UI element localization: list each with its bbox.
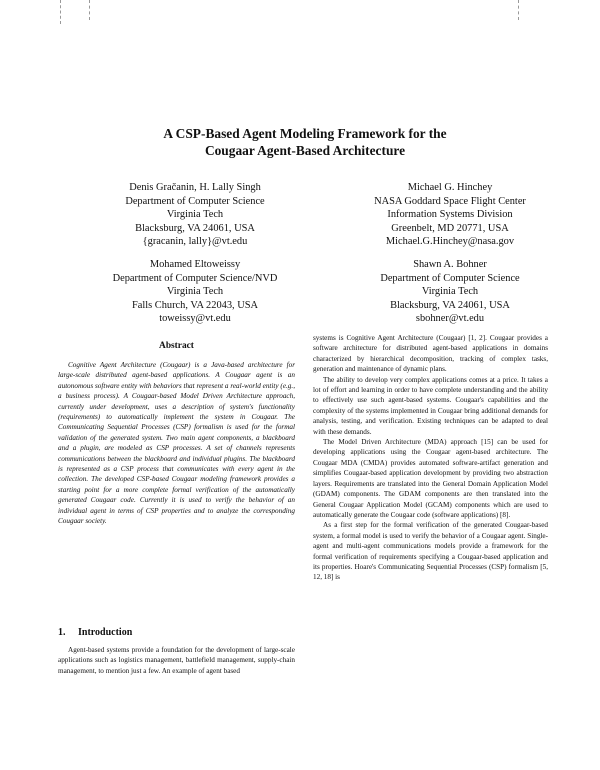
body-paragraph: The Model Driven Architecture (MDA) approach [15] can be used for developing applications using the Cougaar agent-based architecture. The Cougaar MDA (CMDA) provides automated software-artifact generation and simplifies Cougaar-based application development by providing two abstraction layers. Requirements are translated into the General Domain Application Model (GDAM) components. The GDAM components are then translated into the General Cougaar Application Model (GCAM) components which are used to automatically generate the Cougaar code (software applications) [8]. bbox=[313, 438, 548, 519]
author-block-2 bbox=[335, 181, 565, 249]
author-address: Blacksburg, VA 24061, USA bbox=[135, 222, 255, 234]
paper-title bbox=[60, 125, 550, 159]
author-names: Denis Gračanin, H. Lally Singh bbox=[129, 182, 261, 193]
author-email: sbohner@vt.edu bbox=[415, 313, 485, 325]
abstract-heading: Abstract bbox=[159, 341, 194, 351]
author-department: Department of Computer Science bbox=[380, 272, 520, 284]
author-institution: Virginia Tech bbox=[421, 286, 479, 298]
crop-mark bbox=[518, 0, 519, 20]
author-block-3 bbox=[95, 258, 295, 326]
section-heading bbox=[58, 627, 132, 638]
abstract-text: Cognitive Agent Architecture (Cougaar) is a Java-based architecture for large-scale distributed agent-based applications. A Cougaar agent is an autonomous software entity with behaviors that represent a real-world entity (e.g., a business process). A Cougaar-based Model Driven Architecture approach, currently under development, uses a description of system's functionality (requirements) to automatically implement the system in Cougaar. The Communicating Sequential Processes (CSP) formalism is used for the formal validation of the generated system. Two main agent components, a blackboard and a plugin, are modeled as CSP processes. A set of channels represents communications between the blackboard and individual plugins. The blackboard is represented as a CSP process that communicates with every agent in the collection. The developed CSP-based Cougaar modeling framework provides a starting point for a more complete formal verification of the automatically generated Cougaar code. Currently it is used to verify the behavior of an individual agent in terms of CSP properties and to analyze the corresponding Cougaar society. bbox=[58, 361, 295, 526]
author-department: NASA Goddard Space Flight Center bbox=[374, 195, 526, 207]
body-paragraph: As a first step for the formal verification of the generated Cougaar-based system, a formal model is used to verify the behavior of a Cougaar agent. Single-agent and multi-agent communications models provide a framework for the formal verification of requirements specifying a Cougaar-based application and its properties. Hoare's Communicating Sequential Processes (CSP) formalism [5, 12, 18] is bbox=[313, 521, 548, 582]
author-email: Michael.G.Hinchey@nasa.gov bbox=[385, 236, 515, 248]
body-paragraph: systems is Cognitive Agent Architecture (Cougaar) [1, 2]. Cougaar provides a software architecture for distributed agent-based applications in domains characterized by hierarchical decomposition, tracking of complex tasks, generation and maintenance of dynamic plans. bbox=[313, 334, 548, 374]
author-email: {gracanin, lally}@vt.edu bbox=[142, 236, 248, 248]
author-block-4 bbox=[335, 258, 565, 326]
author-names: Mohamed Eltoweissy bbox=[149, 259, 241, 270]
section-title: Introduction bbox=[78, 627, 133, 638]
author-address: Blacksburg, VA 24061, USA bbox=[390, 299, 510, 311]
section-number: 1. bbox=[58, 627, 66, 638]
author-address: Greenbelt, MD 20771, USA bbox=[391, 222, 509, 234]
author-institution: Virginia Tech bbox=[166, 209, 224, 221]
author-institution: Virginia Tech bbox=[166, 286, 224, 298]
author-department: Department of Computer Science bbox=[125, 195, 265, 207]
body-paragraph: The ability to develop very complex applications comes at a price. It takes a lot of effort and learning in order to have complete understanding and the ability to effectively use such agent-based systems. Cougaar's capabilities and the complexity of the systems implemented in Cougaar bring additional demands for analysis, testing, and verification. Existing techniques can be adapted to deal with these demands. bbox=[313, 375, 548, 436]
author-names: Shawn A. Bohner bbox=[413, 259, 487, 270]
author-address: Falls Church, VA 22043, USA bbox=[131, 299, 259, 311]
author-block-1 bbox=[95, 181, 295, 249]
crop-mark bbox=[60, 0, 61, 24]
intro-paragraph: Agent-based systems provide a foundation for the development of large-scale applications such as logistics management, battlefield management, supply-chain management, to mention just a few. An example of agent based bbox=[58, 646, 295, 675]
right-column bbox=[313, 333, 548, 583]
title-line-1: A CSP-Based Agent Modeling Framework for the bbox=[163, 126, 447, 141]
title-line-2: Cougaar Agent-Based Architecture bbox=[204, 143, 406, 158]
author-names: Michael G. Hinchey bbox=[407, 182, 493, 193]
author-email: toweissy@vt.edu bbox=[159, 313, 231, 325]
author-institution: Information Systems Division bbox=[387, 209, 513, 221]
crop-mark bbox=[89, 0, 90, 20]
author-department: Department of Computer Science/NVD bbox=[112, 272, 278, 284]
